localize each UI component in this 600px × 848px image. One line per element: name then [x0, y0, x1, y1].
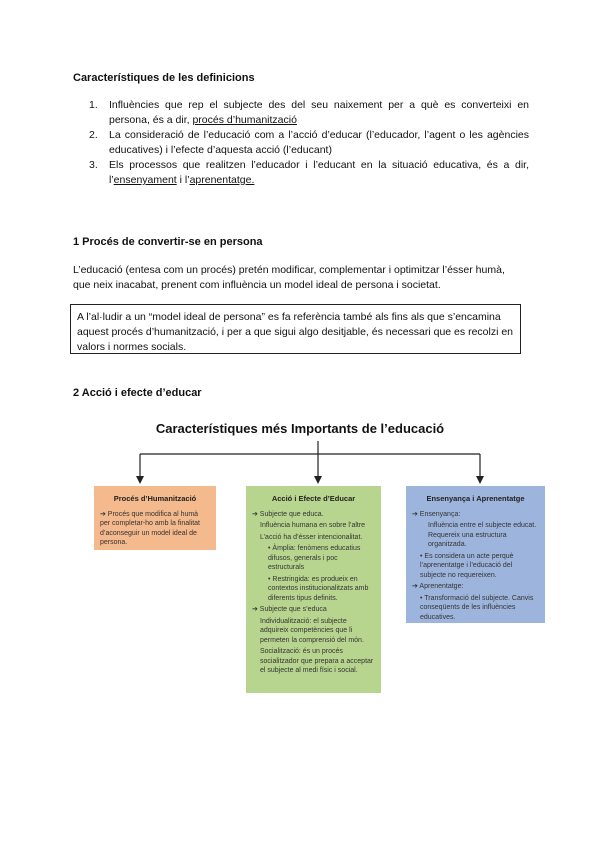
section-heading-definitions: Característiques de les definicions — [73, 72, 255, 84]
arrowhead-right — [476, 476, 484, 484]
box-text: • Restringida: es produeix en contextos institucionalitzats amb diferents tipus definits. — [268, 575, 369, 602]
arrowhead-center — [314, 476, 322, 484]
box-text: Socialització: és un procés socialitzador que prepara a acceptar el subjecte al medi físic i social. — [260, 648, 374, 674]
underlined-term: aprenentatge. — [189, 174, 255, 186]
box-accio-efecte-educar — [246, 486, 381, 693]
list-text: Els processos que realitzen l’educador i l’educant en la situació educativa, és a dir, l’ — [109, 159, 529, 186]
arrowhead-left — [136, 476, 144, 484]
list-number: 2. — [89, 129, 98, 141]
box-title: Ensenyança i Aprenentatge — [426, 494, 525, 503]
underlined-term: ensenyament — [113, 174, 177, 186]
box-text: Influència entre el subjecte educat. Requereix una estructura organitzada. — [428, 522, 537, 548]
underlined-term: procés d’humanització — [192, 114, 297, 126]
list-text: Influències que rep el subjecte des del seu naixement per a què es converteixi en persona, és a dir, — [109, 99, 529, 126]
box-text: ➔ Subjecte que educa. — [252, 510, 324, 518]
section-1-paragraph: L’educació (entesa com un procés) pretén modificar, complementar i optimitzar l’ésser humà, que neix inacabat, prenent com influència un model ideal de persona i societat. — [73, 264, 505, 291]
box-text: ➔ Subjecte que s’educa — [252, 606, 327, 613]
box-text: ➔ Aprenentatge: — [412, 583, 464, 590]
diagram-title: Característiques més Importants de l’educació — [155, 421, 445, 436]
box-text: ➔ Procés que modifica al humà per completar-ho amb la finalitat d’aconseguir un model ideal de persona. — [100, 510, 200, 546]
box-title: Procés d’Humanització — [113, 494, 197, 503]
box-text: ➔ Ensenyança: — [412, 510, 461, 518]
note-text: A l’al·ludir a un “model ideal de persona” es fa referència també als fins als que s’encamina aquest procés d’humanització, i per a que sigui algo desitjable, és necessari que es recolzi en valors i normes socials. — [77, 311, 514, 353]
box-text: L’acció ha d’ésser intencionalitat. — [260, 533, 363, 541]
section-heading-2: 2 Acció i efecte d’educar — [73, 387, 202, 399]
box-proces-humanitzacio — [94, 486, 216, 550]
list-text: i l’ — [176, 174, 190, 186]
box-text: Influència humana en sobre l’altre — [260, 522, 366, 529]
box-text: • Transformació del subjecte. Canvis conseqüents de les influències educatives. — [420, 594, 534, 621]
list-number: 1. — [89, 99, 98, 111]
list-text: La consideració de l’educació com a l’acció d’educar (l’educador, l’agent o les agències educatives) i l’efecte d’aquesta acció (l’educant) — [109, 129, 529, 156]
section-heading-1: 1 Procés de convertir-se en persona — [73, 236, 263, 248]
box-text: • Es considera un acte perquè l’aprenentatge i l’educació del subjecte no requereixen. — [420, 552, 514, 579]
box-text: Individualització: el subjecte adquireix competències que li permeten la comprensió del món. — [260, 617, 364, 644]
box-title: Acció i Efecte d’Educar — [271, 494, 356, 503]
box-text: • Àmplia: fenòmens educatius difusos, generals i poc estructurals — [268, 545, 361, 571]
box-ensenyanca-aprenentatge — [406, 486, 545, 623]
list-number: 3. — [89, 159, 98, 171]
